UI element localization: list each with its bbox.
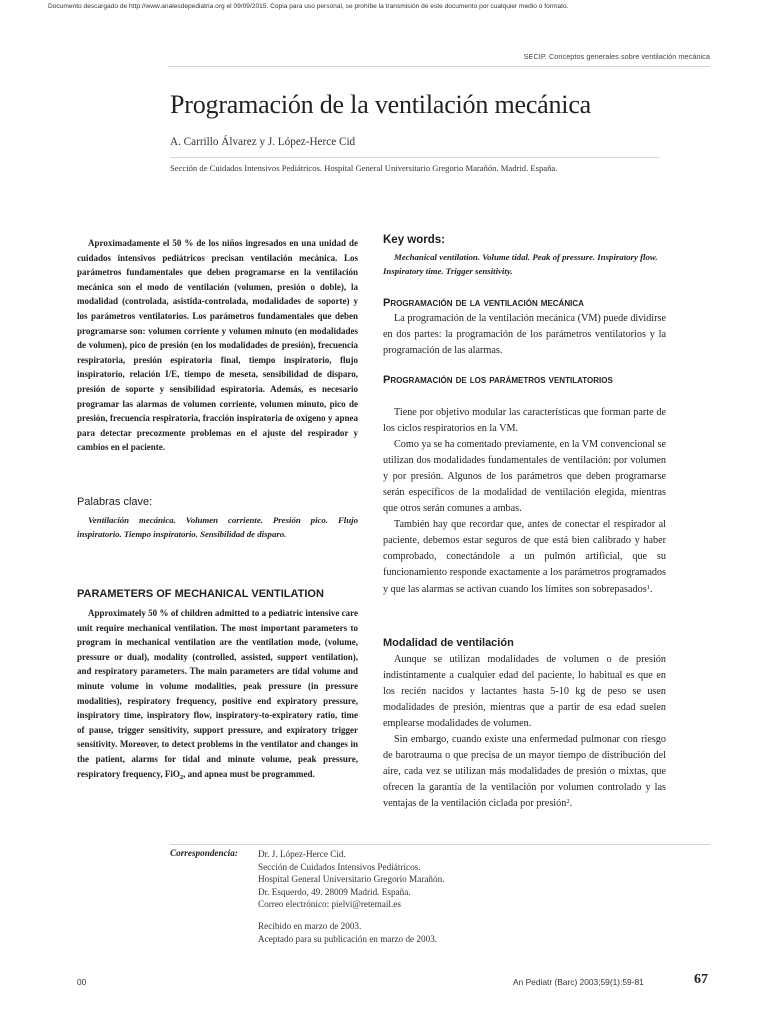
keywords-spanish: Ventilación mecánica. Volumen corriente. Presión pico. Flujo inspiratorio. Tiempo inspiratorio. Sensibilidad de disparo.	[77, 515, 358, 540]
journal-citation: An Pediatr (Barc) 2003;59(1):59-81	[513, 977, 644, 987]
abstract-english-end: , and apnea must be programmed.	[183, 768, 315, 779]
abstract-english-heading: PARAMETERS OF MECHANICAL VENTILATION	[77, 588, 324, 600]
abstract-spanish: Aproximadamente el 50 % de los niños ingresados en una unidad de cuidados intensivos pediátricos precisan ventilación mecánica. Los parámetros fundamentales que deben programarse en la ventilación mecánica son el modo de ventilación (volumen, presión o doble), la modalidad (controlada, asistida-controlada, modalidades de soporte) y los parámetros ventilatorios. Los parámetros fundamentales que deben programarse son: volumen corriente y volumen minuto (en modalidades de volumen), pico de presión (en los modalidades de presión), frecuencia respiratoria, presión espiratoria final, tiempo inspiratorio, flujo inspiratorio, relación I/E, tiempo de meseta, sensibilidad de disparo, presión de soporte y sensibilidad espiratoria. Además, es necesario programar las alarmas de volumen corriente, volumen minuto, pico de presión, frecuencia respiratoria, fracción inspiratoria de oxígeno y apnea para detectar precozmente problemas en el ajuste del respirador y cambios en el paciente.	[77, 238, 358, 453]
keywords-english-heading: Key words:	[383, 234, 445, 246]
section-heading-parametros: Programación de los parámetros ventilatorios	[383, 374, 613, 386]
running-head: SECIP. Conceptos generales sobre ventilación mecánica	[523, 52, 710, 61]
affiliation-divider	[170, 157, 660, 158]
section-heading-modalidad: Modalidad de ventilación	[383, 637, 514, 649]
section-body-modalidad	[383, 652, 666, 812]
subscript-2: 2	[179, 773, 184, 781]
correspondence-block	[258, 848, 445, 945]
abstract-english-text: Approximately 50 % of children admitted to a pediatric intensive care unit require mechanical ventilation. The most important parameters to program in mechanical ventilation are the ventilation mode, (volume, pressure or dual), modality (controlled, assisted, support ventilation), and respiratory parameters. The main parameters are tidal volume and minute volume in volume modalities, peak pressure (in pressure modalities), respiratory frequency, positive end expiratory pressure, inspiratory time, inspiratory flow, inspiratory-to-expiratory ratio, time of pause, trigger sensitivity, support pressure, and expiratory trigger sensitivity. Moreover, to detect problems in the ventilator and changes in the patient, alarms for tidal and minute volume, peak pressure, respiratory frequency, FiO	[77, 608, 358, 779]
paragraph: Aunque se utilizan modalidades de volumen o de presión indistintamente a cualquier edad del paciente, lo habitual es que en los recién nacidos y lactantes hasta 5-10 kg de peso se usen modalidades de presión, mientras que a partir de esa edad suelen emplearse modalidades de volumen.	[383, 654, 666, 730]
affiliation: Sección de Cuidados Intensivos Pediátricos. Hospital General Universitario Gregorio Marañón. Madrid. España.	[170, 163, 558, 173]
correspondence-email: Correo electrónico: pielvi@retemail.es	[258, 899, 401, 910]
correspondence-divider	[170, 844, 710, 845]
section-body-programacion	[383, 311, 666, 359]
paragraph: La programación de la ventilación mecánica (VM) puede dividirse en dos partes: la programación de los parámetros ventilatorios y la programación de las alarmas.	[383, 313, 666, 357]
correspondence-line: Hospital General Universitario Gregorio Marañón.	[258, 874, 445, 885]
reference-2: 2	[566, 798, 570, 806]
footer-left-number: 00	[77, 977, 87, 987]
accepted-date: Aceptado para su publicación en marzo de 2003.	[258, 933, 438, 944]
keywords-spanish-heading: Palabras clave:	[77, 496, 153, 508]
correspondence-label: Correspondencia:	[170, 848, 238, 858]
download-notice: Documento descargado de http://www.analesdepediatria.org el 09/09/2015. Copia para uso personal, se prohíbe la transmisión de este documento por cualquier medio o formato.	[48, 3, 569, 10]
paragraph	[383, 732, 666, 812]
paragraph-end: .	[649, 583, 653, 595]
page-number: 67	[694, 972, 708, 987]
paragraph-end: .	[569, 798, 573, 810]
correspondence-line: Sección de Cuidados Intensivos Pediátricos.	[258, 861, 421, 872]
abstract-english	[77, 606, 358, 781]
paragraph-text: También hay que recordar que, antes de conectar el respirador al paciente, debemos estar seguros de que está bien calibrado y haber comprobado, conectándole a un pulmón artificial, que su funcionamiento responde exactamente a los parámetros programados y que las alarmas se activan cuando los límites son sobrepasados	[383, 519, 666, 595]
article-title: Programación de la ventilación mecánica	[170, 90, 592, 119]
reference-1: 1	[646, 583, 650, 591]
section-body-parametros	[383, 405, 666, 598]
paragraph-text: Sin embargo, cuando existe una enfermedad pulmonar con riesgo de barotrauma o que precisa de un mayor tiempo de distribución del aire, cada vez se utilizan más modalidades de presión o mixtas, que ofrecen la garantía de la ventilación por volumen controlado y las ventajas de la ventilación ciclada por presión	[383, 734, 666, 810]
received-date: Recibido en marzo de 2003.	[258, 920, 362, 931]
paragraph: Como ya se ha comentado previamente, en la VM convencional se utilizan dos modalidades fundamentales de ventilación: por volumen y por presión. Algunos de los parámetros que deben programarse serán específicos de la modalidad de ventilación elegida, mientras que otros serán comunes a ambas.	[383, 439, 666, 515]
paragraph	[383, 517, 666, 597]
spacer	[258, 911, 445, 920]
keywords-english: Mechanical ventilation. Volume tidal. Peak of pressure. Inspiratory flow. Inspiratory time. Trigger sensitivity.	[383, 252, 658, 276]
correspondence-name: Dr. J. López-Herce Cid.	[258, 849, 346, 859]
section-heading-programacion: Programación de la ventilación mecánica	[383, 297, 584, 309]
authors: A. Carrillo Álvarez y J. López-Herce Cid	[170, 136, 356, 148]
paragraph: Tiene por objetivo modular las características que forman parte de los ciclos respiratorios en la VM.	[383, 407, 666, 435]
header-divider	[168, 66, 710, 67]
correspondence-address: Dr. Esquerdo, 49. 28009 Madrid. España.	[258, 886, 411, 897]
